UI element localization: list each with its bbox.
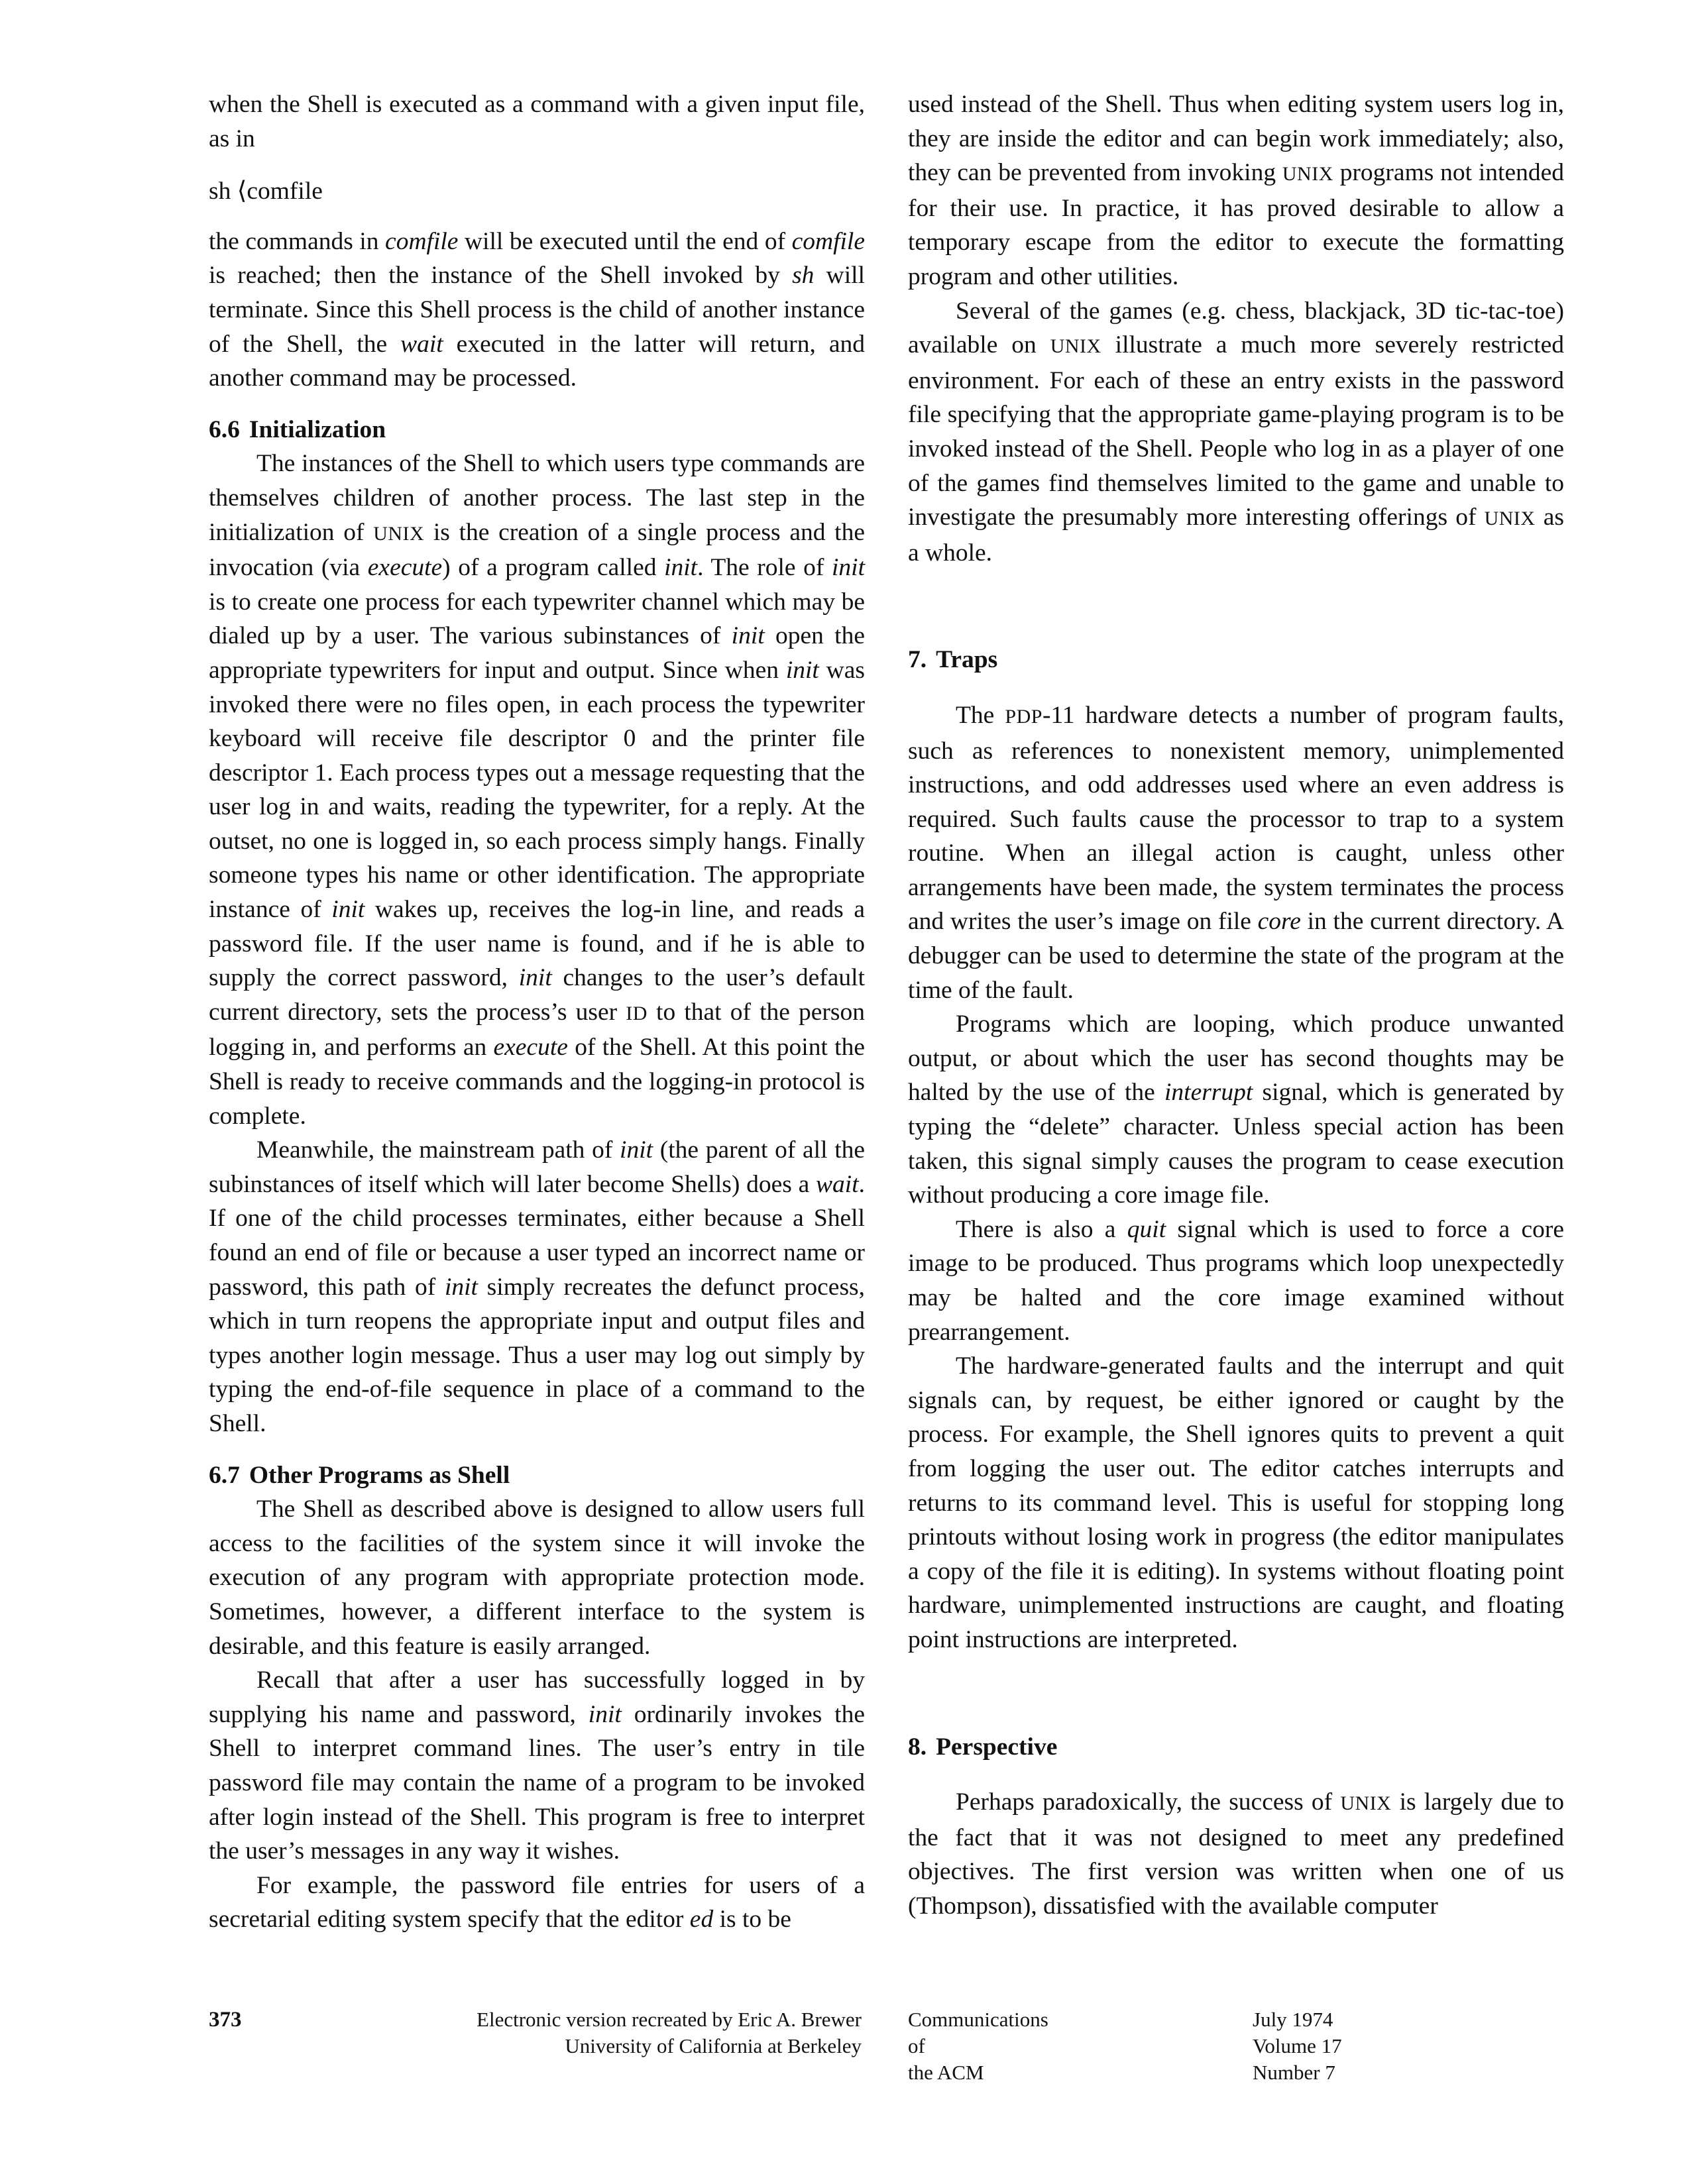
paragraph: when the Shell is executed as a command with a given input file, as in bbox=[209, 91, 865, 152]
credit-line bbox=[371, 2006, 862, 2059]
paragraph: The hardware-generated faults and the interrupt and quit signals can, by request, be either ignored or caught by the process. For example, the Shell ignores quits to prevent a quit from logging the user out. The editor catches interrupts and returns to its command level. This is useful for stopping long printouts without losing work in progress (the editor manipulates a copy of the file it is editing). In systems without floating point hardware, unimplemented instructions are caught, and floating point instructions are interpreted. bbox=[908, 1352, 1564, 1653]
paragraph: Perhaps paradoxically, the success of UNIX is largely due to the fact that it was not designed to meet any predefined objectives. The first version was written when one of us (Thompson), dissatisfied with the available computer bbox=[908, 1788, 1564, 1920]
paragraph: Several of the games (e.g. chess, blackjack, 3D tic-tac-toe) available on UNIX illustrate a much more severely restricted environment. For each of these an entry exists in the password file specifying that the appropriate game-playing program is to be invoked instead of the Shell. People who log in as a player of one of the games find themselves limited to the game and unable to investigate the presumably more interesting offerings of UNIX as a whole. bbox=[908, 297, 1564, 567]
paragraph: Recall that after a user has successfully logged in by supplying his name and password, init ordinarily invokes the Shell to interpret command lines. The user’s entry in tile password file may contain the name of a program to be invoked after login instead of the Shell. This program is free to interpret the user’s messages in any way it wishes. bbox=[209, 1666, 865, 1865]
paragraph: The PDP-11 hardware detects a number of program faults, such as references to nonexistent memory, unimplemented instructions, and odd addresses used where an even address is required. Such faults cause the processor to trap to a system routine. When an illegal action is caught, unless other arrangements have been made, the system terminates the process and writes the user’s image on file core in the current directory. A debugger can be used to determine the state of the program at the time of the fault. bbox=[908, 701, 1565, 1004]
credit-line-1: Electronic version recreated by Eric A. Brewer bbox=[477, 2008, 862, 2031]
right-column bbox=[908, 87, 1564, 1924]
paragraph: There is also a quit signal which is used to force a core image to be produced. Thus programs which loop unexpectedly may be halted and the core image examined without prearrangement. bbox=[908, 1215, 1565, 1346]
section-heading-6-6: 6.6 Initialization bbox=[209, 415, 386, 443]
paragraph: Meanwhile, the mainstream path of init (the parent of all the subinstances of itself which will later become Shells) does a wait. If one of the child processes terminates, either because a Shell found an end of file or because a user typed an incorrect name or password, this path of init simply recreates the defunct process, which in turn reopens the appropriate input and output files and types another login message. Thus a user may log out simply by typing the end-of-file sequence in place of a command to the Shell. bbox=[209, 1136, 866, 1437]
issue-date: July 1974 bbox=[1253, 2008, 1333, 2031]
paragraph: The Shell as described above is designed to allow users full access to the facilities of the system since it will invoke the execution of any program with appropriate protection mode. Sometimes, however, a different interface to the system is desirable, and this feature is easily arranged. bbox=[209, 1496, 865, 1660]
paragraph: Programs which are looping, which produce unwanted output, or about which the user has second thoughts may be halted by the use of the interrupt signal, which is generated by typing the “delete” character. Unless special action has been taken, this signal simply causes the program to cease execution without producing a core image file. bbox=[908, 1010, 1564, 1209]
journal-line-1: Communications bbox=[908, 2008, 1048, 2031]
issue-number: Number 7 bbox=[1253, 2061, 1335, 2084]
code-example: sh ⟨comfile bbox=[209, 178, 323, 205]
section-heading-8: 8. Perspective bbox=[908, 1733, 1058, 1761]
paragraph: For example, the password file entries for users of a secretarial editing system specify that the editor ed is to be bbox=[209, 1871, 865, 1934]
journal-name bbox=[908, 2006, 1048, 2086]
section-heading-7: 7. Traps bbox=[908, 646, 998, 674]
journal-line-2: of bbox=[908, 2034, 925, 2057]
section-heading-6-7: 6.7 Other Programs as Shell bbox=[209, 1461, 510, 1489]
journal-line-3: the ACM bbox=[908, 2061, 984, 2084]
page-number: 373 bbox=[209, 2008, 242, 2032]
issue-volume: Volume 17 bbox=[1253, 2034, 1342, 2057]
credit-line-2: University of California at Berkeley bbox=[565, 2034, 862, 2057]
paragraph: the commands in comfile will be executed until the end of comfile is reached; then the instance of the Shell invoked by sh will terminate. Since this Shell process is the child of another instance of the Shell, the wait executed in the latter will return, and another command may be processed. bbox=[209, 227, 866, 392]
paragraph: used instead of the Shell. Thus when editing system users log in, they are inside the editor and can begin work immediately; also, they can be prevented from invoking UNIX programs not intended for their use. In practice, it has proved desirable to allow a temporary escape from the editor to execute the formatting program and other utilities. bbox=[908, 91, 1564, 290]
left-column bbox=[209, 87, 865, 1937]
paragraph: The instances of the Shell to which users type commands are themselves children of another process. The last step in the initialization of UNIX is the creation of a single process and the invocation (via execute) of a program called init. The role of init is to create one process for each typewriter channel which may be dialed up by a user. The various subinstances of init open the appropriate typewriters for input and output. Since when init was invoked there were no files open, in each process the typewriter keyboard will receive file descriptor 0 and the printer file descriptor 1. Each process types out a message requesting that the user log in and waits, reading the typewriter, for a reply. At the outset, no one is logged in, so each process simply hangs. Finally someone types his name or other identification. The appropriate instance of init wakes up, receives the log-in line, and reads a password file. If the user name is found, and if he is able to supply the correct password, init changes to the user’s default current directory, sets the process’s user ID to that of the person logging in, and performs an execute of the Shell. At this point the Shell is ready to receive commands and the logging-in protocol is complete. bbox=[209, 450, 865, 1130]
issue-info bbox=[1253, 2006, 1342, 2086]
